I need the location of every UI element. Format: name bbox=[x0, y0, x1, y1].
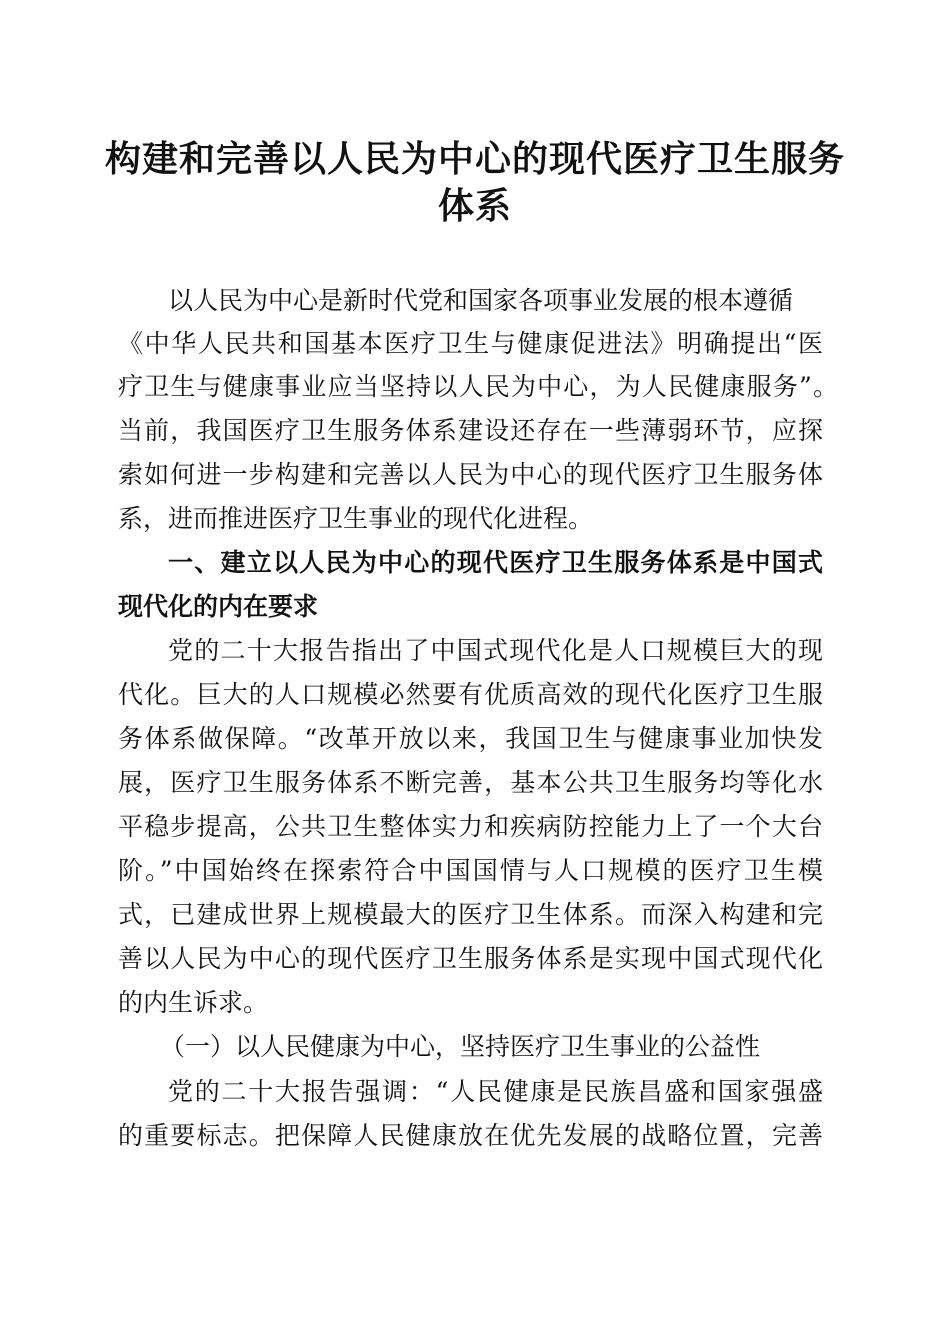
section-body-line: 党的二十大报告指出了中国式现代化是人口规模巨大的现 bbox=[168, 636, 823, 665]
intro-line: 索如何进一步构建和完善以人民为中心的现代医疗卫生服务体 bbox=[118, 460, 823, 489]
subsection-heading: （一）以人民健康为中心，坚持医疗卫生事业的公益性 bbox=[160, 1032, 761, 1061]
section-body-line: 善以人民为中心的现代医疗卫生服务体系是实现中国式现代化 bbox=[118, 944, 823, 973]
section-heading: 一、建立以人民为中心的现代医疗卫生服务体系是中国式 bbox=[168, 548, 823, 577]
section-body-line: 代化。巨大的人口规模必然要有优质高效的现代化医疗卫生服 bbox=[118, 680, 823, 709]
section-body-line: 阶。”中国始终在探索符合中国国情与人口规模的医疗卫生模 bbox=[118, 856, 823, 885]
intro-line: 以人民为中心是新时代党和国家各项事业发展的根本遵循 bbox=[168, 286, 794, 315]
document-title-line-2: 体系 bbox=[437, 186, 512, 227]
section-body-line: 的内生诉求。 bbox=[118, 988, 269, 1017]
subsection-body-line: 的重要标志。把保障人民健康放在优先发展的战略位置，完善 bbox=[118, 1121, 823, 1150]
document-title-line-1: 构建和完善以人民为中心的现代医疗卫生服务 bbox=[104, 139, 845, 180]
intro-line: 当前，我国医疗卫生服务体系建设还存在一些薄弱环节，应探 bbox=[118, 416, 823, 445]
section-body-line: 平稳步提高，公共卫生整体实力和疾病防控能力上了一个大台 bbox=[118, 812, 823, 841]
intro-line: 《中华人民共和国基本医疗卫生与健康促进法》明确提出“医 bbox=[118, 329, 823, 358]
intro-line: 疗卫生与健康事业应当坚持以人民为中心，为人民健康服务”。 bbox=[118, 372, 838, 401]
section-body-line: 务体系做保障。“改革开放以来，我国卫生与健康事业加快发 bbox=[118, 724, 823, 753]
section-body-line: 式，已建成世界上规模最大的医疗卫生体系。而深入构建和完 bbox=[118, 900, 823, 929]
intro-line: 系，进而推进医疗卫生事业的现代化进程。 bbox=[118, 504, 594, 533]
section-heading: 现代化的内在要求 bbox=[118, 592, 319, 621]
subsection-body-line: 党的二十大报告强调：“人民健康是民族昌盛和国家强盛 bbox=[168, 1077, 823, 1106]
section-body-line: 展，医疗卫生服务体系不断完善，基本公共卫生服务均等化水 bbox=[118, 768, 823, 797]
